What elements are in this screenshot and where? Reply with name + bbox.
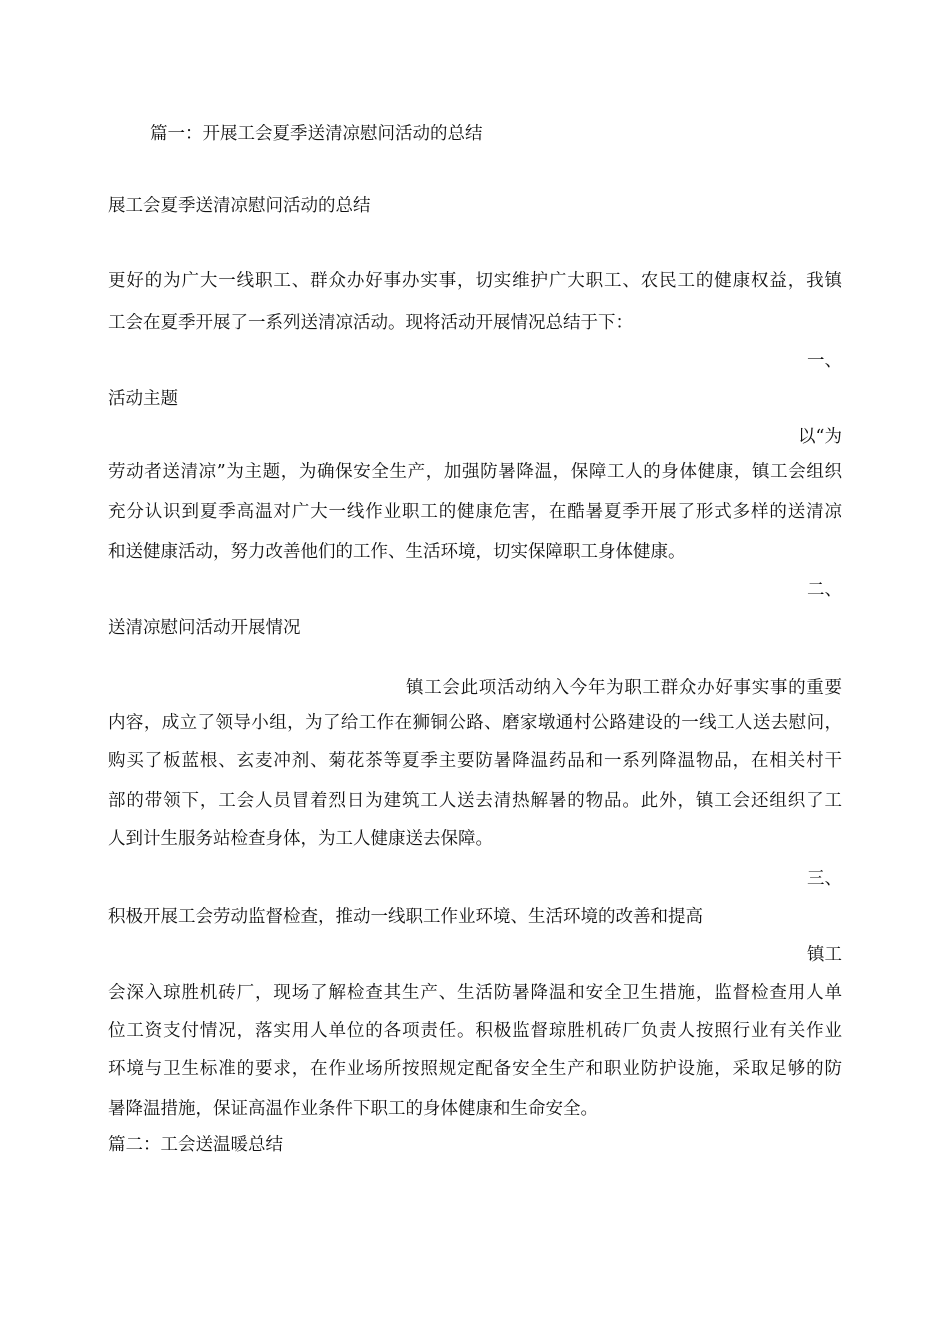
paragraph-line: 购买了板蓝根、玄麦冲剂、菊花茶等夏季主要防暑降温药品和一系列降温物品，在相关村干 — [108, 751, 842, 771]
paragraph-lead: 以“为 — [798, 427, 842, 447]
intro-line: 工会在夏季开展了一系列送清凉活动。现将活动开展情况总结于下： — [108, 313, 633, 333]
section-title: 活动主题 — [108, 389, 178, 409]
paragraph-line: 暑降温措施，保证高温作业条件下职工的身体健康和生命安全。 — [108, 1099, 598, 1119]
heading-part-two: 篇二：工会送温暖总结 — [108, 1135, 283, 1155]
document-subtitle: 展工会夏季送清凉慰问活动的总结 — [108, 196, 371, 216]
section-number: 一、 — [807, 351, 842, 371]
section-number: 二、 — [807, 580, 842, 600]
paragraph-line: 会深入琼胜机砖厂，现场了解检查其生产、生活防暑降温和安全卫生措施，监督检查用人单 — [108, 983, 842, 1003]
paragraph-line: 和送健康活动，努力改善他们的工作、生活环境，切实保障职工身体健康。 — [108, 542, 686, 562]
paragraph-line: 人到计生服务站检查身体，为工人健康送去保障。 — [108, 829, 493, 849]
paragraph-line: 内容，成立了领导小组，为了给工作在狮铜公路、磨家墩通村公路建设的一线工人送去慰问， — [108, 713, 842, 733]
heading-part-one: 篇一：开展工会夏季送清凉慰问活动的总结 — [150, 124, 483, 144]
paragraph-line: 部的带领下，工会人员冒着烈日为建筑工人送去清热解暑的物品。此外，镇工会还组织了工 — [108, 791, 842, 811]
section-number: 三、 — [807, 869, 842, 889]
paragraph-line: 位工资支付情况，落实用人单位的各项责任。积极监督琼胜机砖厂负责人按照行业有关作业 — [108, 1021, 842, 1041]
paragraph-line: 劳动者送清凉”为主题，为确保安全生产，加强防暑降温，保障工人的身体健康，镇工会组织 — [108, 462, 842, 482]
intro-line: 更好的为广大一线职工、群众办好事办实事，切实维护广大职工、农民工的健康权益，我镇 — [108, 271, 842, 291]
paragraph-line: 环境与卫生标准的要求，在作业场所按照规定配备安全生产和职业防护设施，采取足够的防 — [108, 1059, 842, 1079]
paragraph-lead: 镇工会此项活动纳入今年为职工群众办好事实事的重要 — [406, 678, 842, 698]
section-title: 积极开展工会劳动监督检查，推动一线职工作业环境、生活环境的改善和提高 — [108, 907, 703, 927]
section-title: 送清凉慰问活动开展情况 — [108, 618, 301, 638]
paragraph-lead: 镇工 — [807, 945, 842, 965]
paragraph-line: 充分认识到夏季高温对广大一线作业职工的健康危害，在酷暑夏季开展了形式多样的送清凉 — [108, 502, 842, 522]
